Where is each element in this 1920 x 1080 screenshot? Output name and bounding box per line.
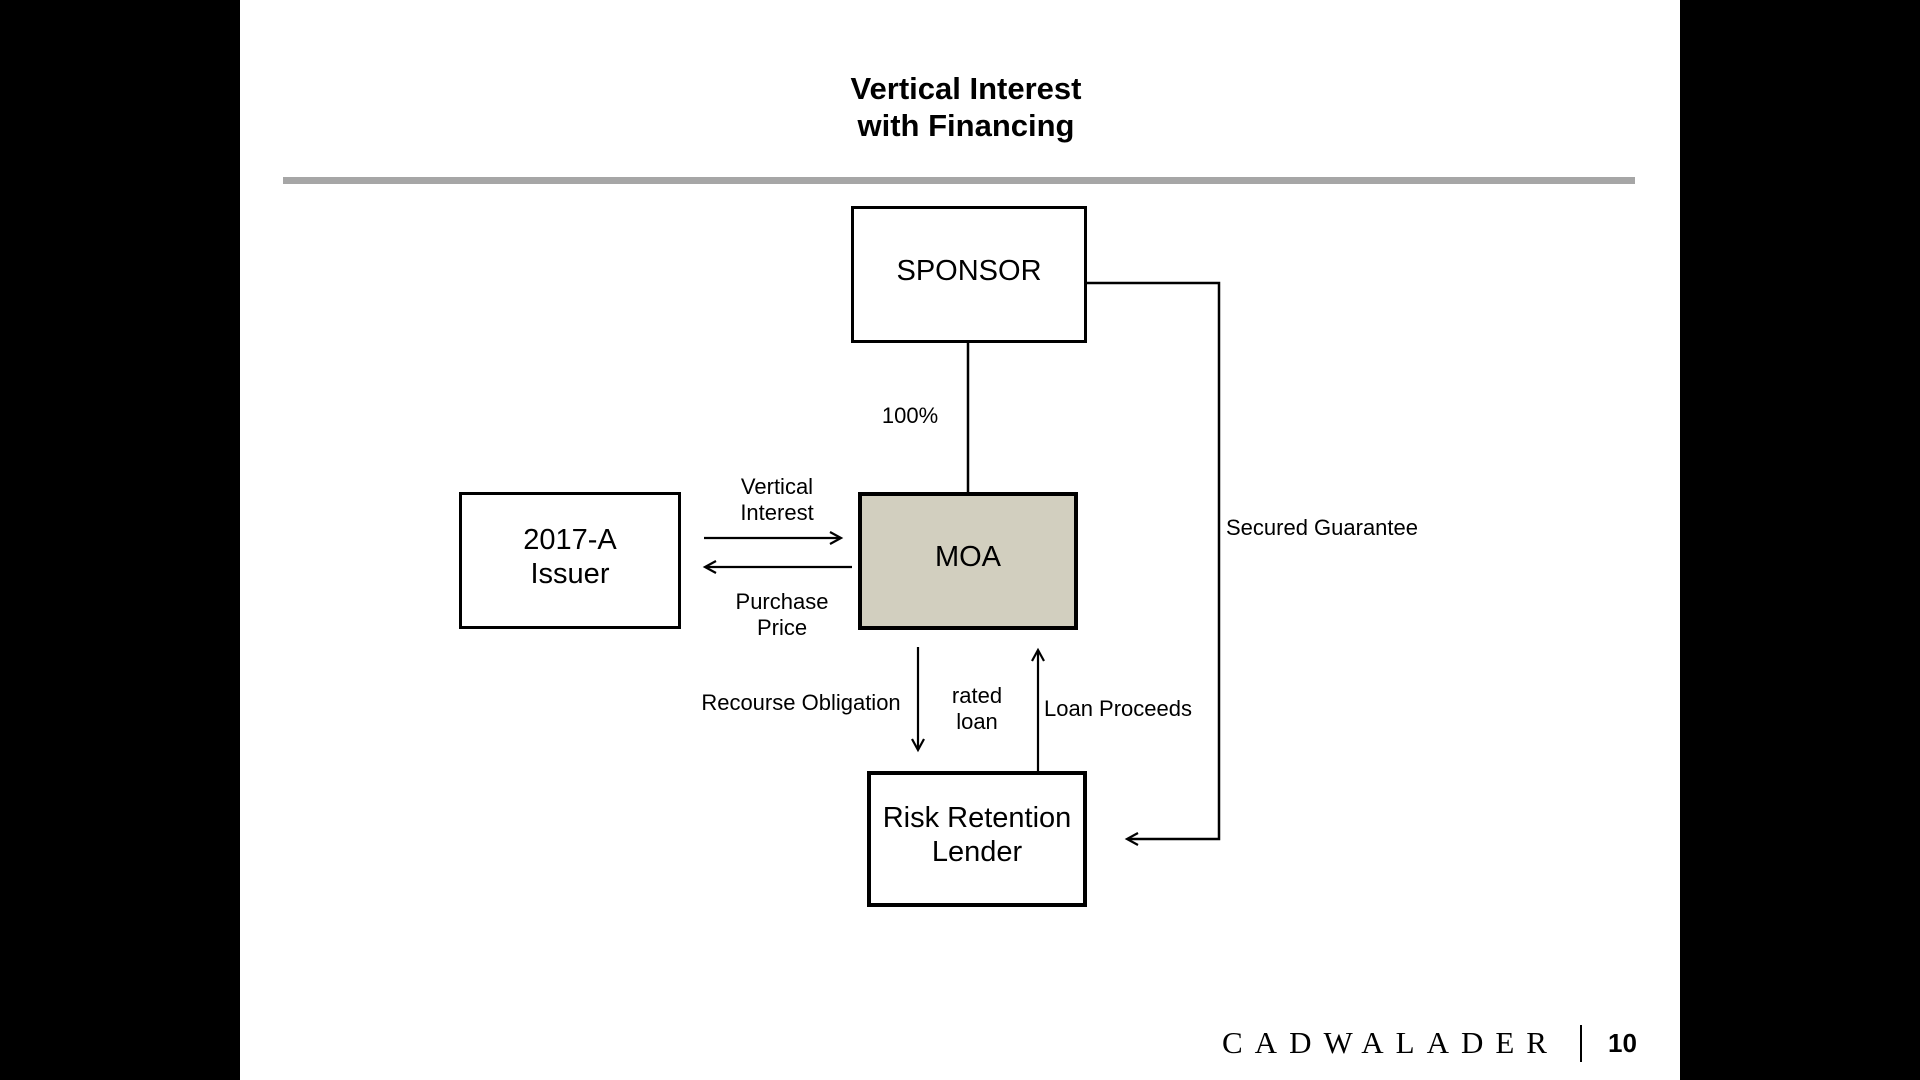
vertical-interest-label-line2: Interest bbox=[740, 500, 814, 525]
purchase-price-label-line1: Purchase bbox=[735, 589, 829, 614]
title-divider-rule bbox=[283, 177, 1635, 184]
vertical-interest-label bbox=[677, 474, 877, 526]
issuer-box bbox=[459, 492, 681, 629]
purchase-price-label-line2: Price bbox=[756, 615, 808, 640]
sponsor-box-label: SPONSOR bbox=[896, 254, 1042, 287]
firm-logotype: CADWALADER bbox=[1222, 1025, 1559, 1060]
letterbox-left bbox=[0, 0, 240, 1080]
issuer-box-label-line2: Issuer bbox=[530, 557, 610, 590]
secured-guarantee-label: Secured Guarantee bbox=[1225, 515, 1419, 540]
lender-box-label-line2: Lender bbox=[931, 836, 1023, 868]
slide-title bbox=[766, 70, 1166, 144]
slide-title-line1: Vertical Interest bbox=[850, 71, 1082, 106]
letterbox-right bbox=[1680, 0, 1920, 1080]
recourse-obligation-label: Recourse Obligation bbox=[701, 690, 901, 715]
rated-loan-label bbox=[927, 683, 1027, 735]
rated-loan-label-line1: rated bbox=[951, 683, 1003, 708]
moa-box bbox=[858, 492, 1078, 630]
lender-box-label-line1: Risk Retention bbox=[882, 802, 1072, 834]
loan-proceeds-label: Loan Proceeds bbox=[1044, 696, 1192, 721]
page-number: 10 bbox=[1608, 1027, 1637, 1058]
footer-divider bbox=[1580, 1025, 1582, 1062]
sponsor-box bbox=[851, 206, 1087, 343]
ownership-label: 100% bbox=[881, 403, 939, 428]
purchase-price-label bbox=[682, 589, 882, 641]
vertical-interest-label-line1: Vertical bbox=[740, 474, 814, 499]
lender-box bbox=[867, 771, 1087, 907]
moa-box-label: MOA bbox=[934, 541, 1002, 573]
rated-loan-label-line2: loan bbox=[956, 709, 998, 734]
slide-title-line2: with Financing bbox=[857, 108, 1075, 143]
slide-footer bbox=[1222, 1022, 1637, 1064]
issuer-box-label-line1: 2017-A bbox=[523, 523, 617, 556]
